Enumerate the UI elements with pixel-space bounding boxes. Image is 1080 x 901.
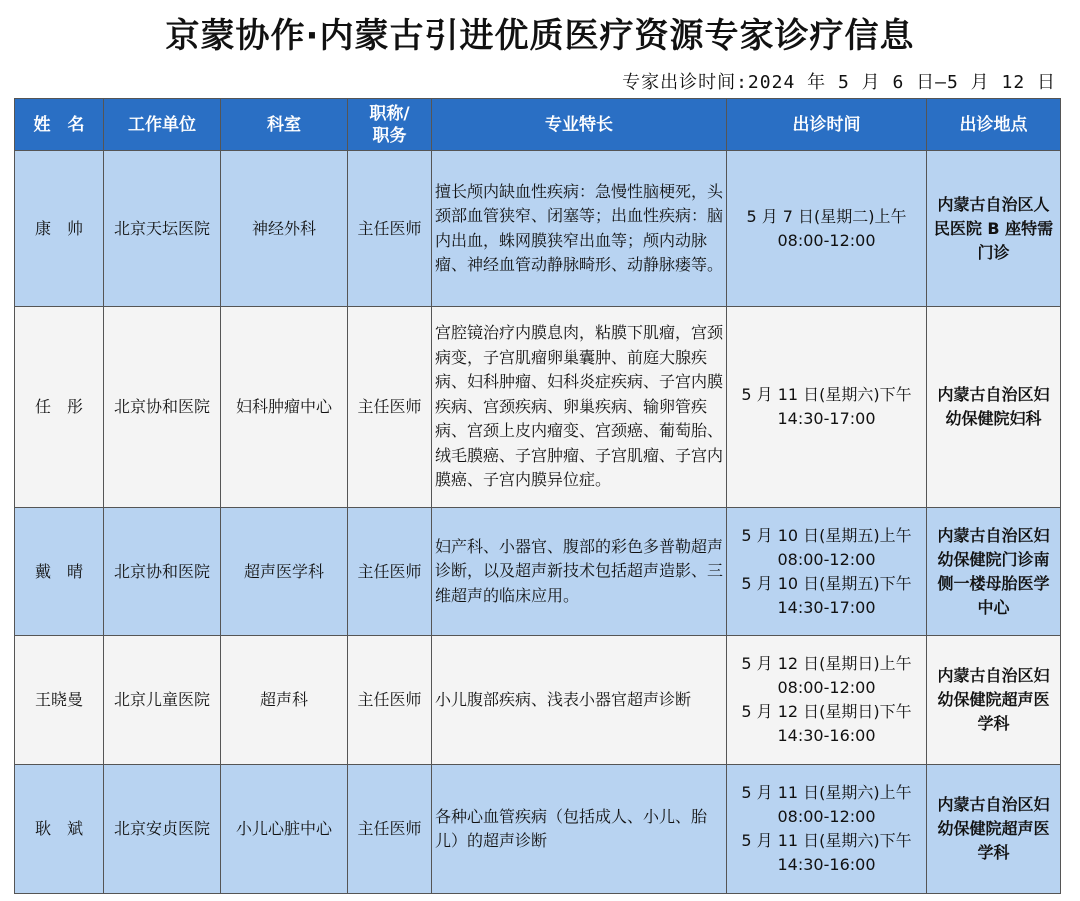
visit-location: 内蒙古自治区妇幼保健院超声医学科 — [927, 636, 1061, 765]
specialty: 妇产科、小器官、腹部的彩色多普勒超声诊断，以及超声新技术包括超声造影、三维超声的临床应用。 — [432, 508, 727, 636]
schedule-period: 专家出诊时间:2024 年 5 月 6 日—5 月 12 日 — [622, 72, 1056, 93]
table-row — [15, 765, 1061, 894]
visit-time — [727, 151, 927, 307]
specialty: 宫腔镜治疗内膜息肉，粘膜下肌瘤，宫颈病变，子宫肌瘤卵巢囊肿、前庭大腺疾病、妇科肿瘤、妇科炎症疾病、子宫内膜疾病、宫颈疾病、卵巢疾病、输卵管疾病、宫颈上皮内瘤变、宫颈癌、葡萄胎、绒毛膜癌、子宫肿瘤、子宫肌瘤、子宫内膜癌、子宫内膜异位症。 — [432, 307, 727, 508]
visit-location: 内蒙古自治区妇幼保健院门诊南侧一楼母胎医学中心 — [927, 508, 1061, 636]
visit-time-line: 08:00-12:00 — [777, 549, 876, 569]
visit-time-line: 08:00-12:00 — [777, 230, 876, 250]
header-name: 姓 名 — [15, 99, 104, 151]
visit-location: 内蒙古自治区妇幼保健院妇科 — [927, 307, 1061, 508]
header-dept: 科室 — [221, 99, 348, 151]
department: 超声科 — [221, 636, 348, 765]
visit-time-line: 14:30-16:00 — [777, 855, 876, 874]
expert-name: 任 彤 — [15, 307, 104, 508]
visit-location: 内蒙古自治区人民医院 B 座特需门诊 — [927, 151, 1061, 307]
job-title: 主任医师 — [348, 765, 432, 894]
specialty: 各种心血管疾病（包括成人、小儿、胎儿）的超声诊断 — [432, 765, 727, 894]
work-unit: 北京协和医院 — [104, 307, 221, 508]
visit-time — [727, 307, 927, 508]
job-title: 主任医师 — [348, 636, 432, 765]
visit-time-line: 5 月 7 日(星期二)上午 — [746, 206, 907, 226]
department: 神经外科 — [221, 151, 348, 307]
visit-time-line: 5 月 10 日(星期五)下午 — [741, 573, 912, 593]
department: 小儿心脏中心 — [221, 765, 348, 894]
table-row — [15, 151, 1061, 307]
visit-time-line: 14:30-17:00 — [777, 597, 876, 617]
visit-time-line: 5 月 11 日(星期六)上午 — [741, 783, 912, 802]
expert-name: 康 帅 — [15, 151, 104, 307]
header-unit: 工作单位 — [104, 99, 221, 151]
specialty: 擅长颅内缺血性疾病：急慢性脑梗死，头颈部血管狭窄、闭塞等；出血性疾病：脑内出血，蛛网膜狭窄出血等；颅内动脉瘤、神经血管动静脉畸形、动静脉瘘等。 — [432, 151, 727, 307]
visit-time-line: 14:30-16:00 — [777, 726, 876, 745]
visit-time — [727, 508, 927, 636]
expert-name: 王晓曼 — [15, 636, 104, 765]
header-title-line1: 职称/ — [369, 103, 410, 124]
table-row — [15, 307, 1061, 508]
visit-time — [727, 765, 927, 894]
table-row — [15, 636, 1061, 765]
specialty: 小儿腹部疾病、浅表小器官超声诊断 — [432, 636, 727, 765]
work-unit: 北京天坛医院 — [104, 151, 221, 307]
page-title: 京蒙协作·内蒙古引进优质医疗资源专家诊疗信息 — [165, 16, 915, 56]
visit-time-line: 5 月 10 日(星期五)上午 — [741, 525, 912, 545]
header-time: 出诊时间 — [727, 99, 927, 151]
visit-time-line: 14:30-17:00 — [777, 409, 876, 428]
header-specialty: 专业特长 — [432, 99, 727, 151]
visit-time-line: 5 月 11 日(星期六)下午 — [741, 831, 912, 850]
department: 妇科肿瘤中心 — [221, 307, 348, 508]
work-unit: 北京儿童医院 — [104, 636, 221, 765]
header-row — [15, 99, 1061, 151]
table-row — [15, 508, 1061, 636]
visit-time-line: 5 月 12 日(星期日)下午 — [741, 702, 912, 721]
header-title — [348, 99, 432, 151]
visit-time-line: 5 月 12 日(星期日)上午 — [741, 654, 912, 673]
work-unit: 北京安贞医院 — [104, 765, 221, 894]
work-unit: 北京协和医院 — [104, 508, 221, 636]
job-title: 主任医师 — [348, 151, 432, 307]
header-place: 出诊地点 — [927, 99, 1061, 151]
expert-name: 耿 斌 — [15, 765, 104, 894]
visit-time-line: 5 月 11 日(星期六)下午 — [741, 385, 912, 404]
visit-location: 内蒙古自治区妇幼保健院超声医学科 — [927, 765, 1061, 894]
department: 超声医学科 — [221, 508, 348, 636]
visit-time-line: 08:00-12:00 — [777, 807, 876, 826]
job-title: 主任医师 — [348, 307, 432, 508]
expert-name: 戴 晴 — [15, 508, 104, 636]
visit-time — [727, 636, 927, 765]
header-title-line2: 职务 — [372, 125, 407, 146]
job-title: 主任医师 — [348, 508, 432, 636]
visit-time-line: 08:00-12:00 — [777, 678, 876, 697]
expert-table — [14, 98, 1061, 894]
